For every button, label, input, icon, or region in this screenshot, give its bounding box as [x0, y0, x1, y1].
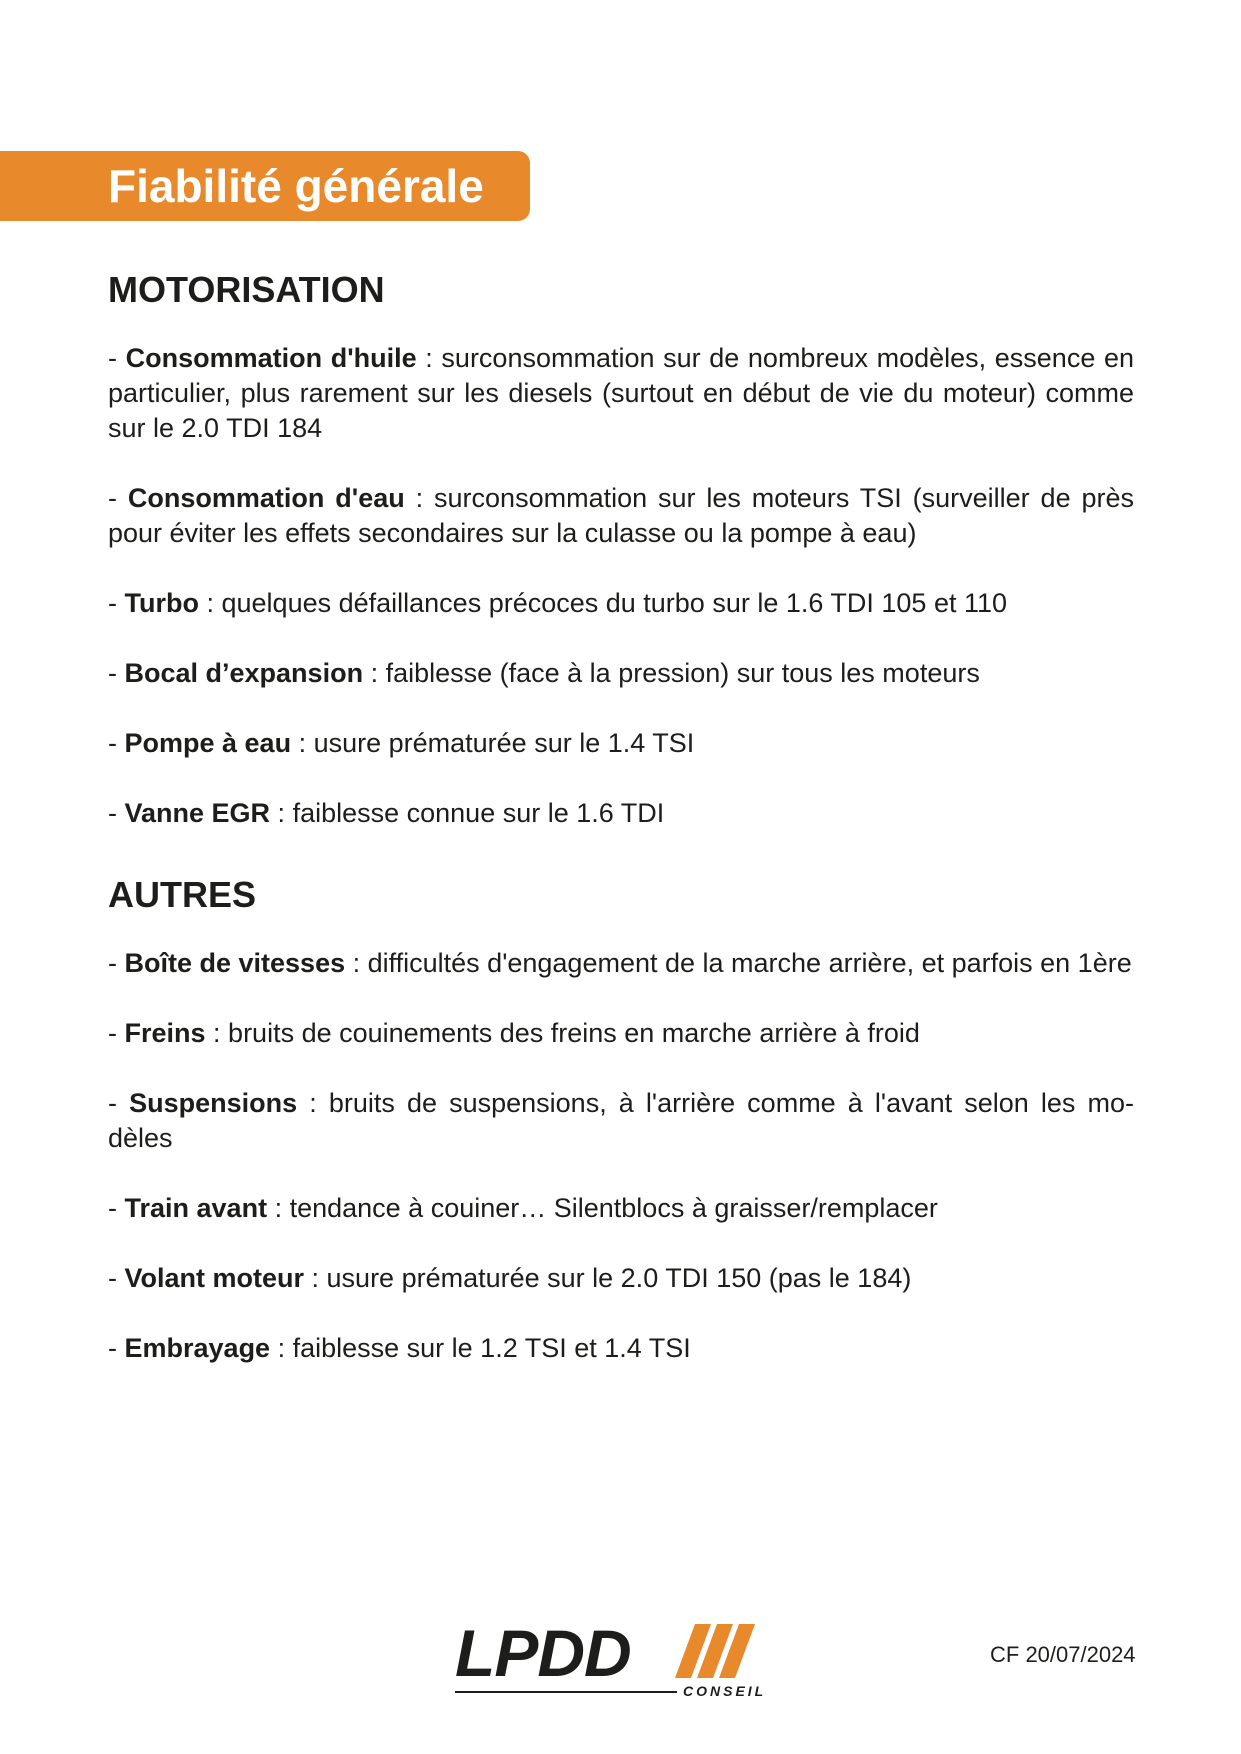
item-text: surconsommation sur les moteurs TSI (surveiller de près pour éviter les effets secondaires sur la culasse ou la pompe à eau) — [108, 483, 1134, 549]
list-item: - Embrayage : faiblesse sur le 1.2 TSI et 1.4 TSI — [108, 1333, 691, 1364]
list-item: - Boîte de vitesses : difficultés d'engagement de la marche arrière, et parfois en 1ère — [108, 948, 1132, 979]
item-label: Bocal d’expansion — [124, 658, 364, 689]
item-text: bruits de suspensions, à l'arrière comme à l'avant selon les mo-dèles — [108, 1088, 1134, 1154]
item-label: Train avant — [124, 1193, 268, 1224]
item-label: Suspensions — [129, 1088, 298, 1119]
list-item: - Turbo : quelques défaillances précoces du turbo sur le 1.6 TDI 105 et 110 — [108, 588, 1008, 619]
item-text: bruits de couinements des freins en marche arrière à froid — [228, 1018, 920, 1049]
item-label: Pompe à eau — [124, 728, 292, 759]
list-item: - Consommation d'huile : surconsommation sur de nombreux modèles, essence en particulier, plus rarement sur les diesels (surtout en début de vie du moteur) comme sur le 2.0 TDI 184 — [108, 343, 1134, 444]
item-text: faiblesse connue sur le 1.6 TDI — [292, 798, 665, 829]
item-text: usure prématurée sur le 1.4 TSI — [313, 728, 695, 759]
item-text: faiblesse (face à la pression) sur tous les moteurs — [385, 658, 980, 689]
item-label: Embrayage — [124, 1333, 271, 1364]
item-label: Turbo — [124, 588, 199, 619]
item-text: tendance à couiner… Silentblocs à graisser/remplacer — [289, 1193, 938, 1224]
item-text: surconsommation sur de nombreux modèles, essence en particulier, plus rarement sur les diesels (surtout en début de vie du moteur) comme sur le 2.0 TDI 184 — [108, 343, 1134, 444]
document-date: CF 20/07/2024 — [990, 1642, 1136, 1667]
list-item: - Volant moteur : usure prématurée sur le 2.0 TDI 150 (pas le 184) — [108, 1263, 912, 1294]
item-text: difficultés d'engagement de la marche arrière, et parfois en 1ère — [367, 948, 1132, 979]
section-heading-autres: AUTRES — [108, 874, 257, 916]
item-label: Freins — [124, 1018, 206, 1049]
item-text: usure prématurée sur le 2.0 TDI 150 (pas le 184) — [326, 1263, 912, 1294]
section-heading-motorisation: MOTORISATION — [108, 269, 385, 310]
page-title: Fiabilité générale — [108, 160, 484, 212]
list-item: - Train avant : tendance à couiner… Silentblocs à graisser/remplacer — [108, 1193, 938, 1224]
lpdd-conseil-logo — [455, 1618, 795, 1698]
list-item: - Suspensions : bruits de suspensions, à l'arrière comme à l'avant selon les mo-dèles — [108, 1088, 1134, 1154]
item-label: Vanne EGR — [124, 798, 271, 829]
main-content — [108, 268, 1134, 1401]
list-item: - Pompe à eau : usure prématurée sur le 1.4 TSI — [108, 728, 695, 759]
list-item: - Vanne EGR : faiblesse connue sur le 1.6 TDI — [108, 798, 665, 829]
list-item: - Bocal d’expansion : faiblesse (face à la pression) sur tous les moteurs — [108, 658, 980, 689]
item-label: Volant moteur — [124, 1263, 305, 1294]
logo-subtext: CONSEIL — [683, 1683, 767, 1698]
logo-wordmark: LPDD — [455, 1618, 631, 1690]
section-title-banner — [0, 151, 530, 221]
item-label: Consommation d'eau — [127, 483, 405, 514]
list-item: - Freins : bruits de couinements des freins en marche arrière à froid — [108, 1018, 920, 1049]
item-text: faiblesse sur le 1.2 TSI et 1.4 TSI — [292, 1333, 691, 1364]
item-label: Consommation d'huile — [125, 343, 417, 374]
list-item: - Consommation d'eau : surconsommation sur les moteurs TSI (surveiller de près pour éviter les effets secondaires sur la culasse ou la pompe à eau) — [108, 483, 1134, 549]
item-text: quelques défaillances précoces du turbo sur le 1.6 TDI 105 et 110 — [221, 588, 1008, 619]
item-label: Boîte de vitesses — [124, 948, 346, 979]
